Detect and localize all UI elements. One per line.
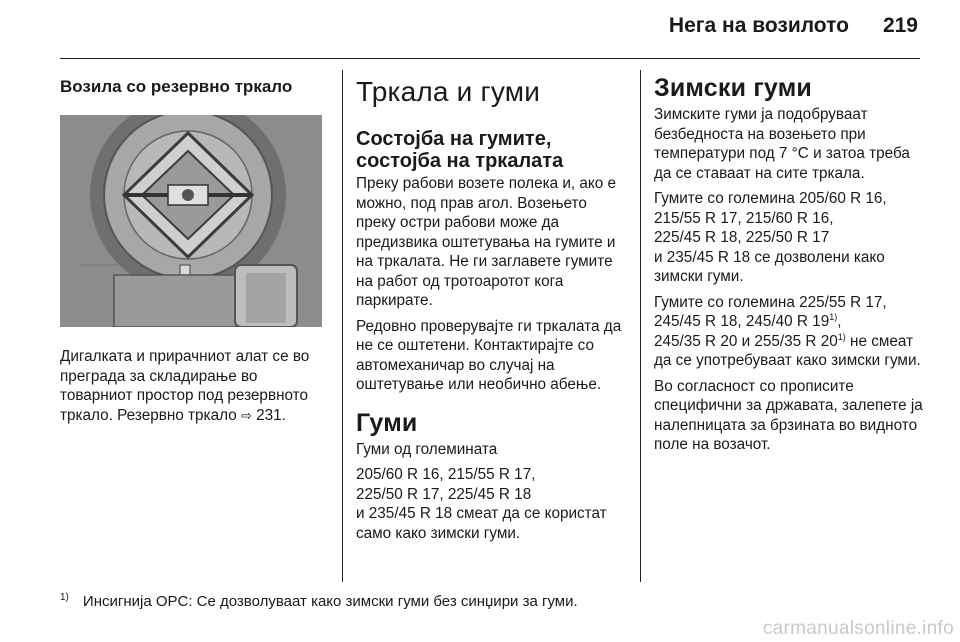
column-spare-wheel — [60, 70, 328, 431]
running-header — [669, 14, 918, 38]
watermark: carmanualsonline.info — [762, 618, 954, 639]
subheading-tyres: Гуми — [356, 408, 418, 437]
section-heading-winter: Зимски гуми — [654, 74, 812, 102]
header-title: Нега на возилото — [668, 14, 849, 37]
paragraph: Во согласност со прописите специфични за државата, залепете ја налепницата за брзината во видното поле на возачот. — [654, 377, 923, 453]
column-divider-1 — [342, 70, 343, 582]
footnote — [60, 592, 578, 610]
jack-illustration — [60, 115, 322, 327]
figure-caption: Дигалката и прирачниот алат се во преграда за складирање во товарниот простор под резервното тркало. Резервно тркало ⇨ 231. — [60, 348, 310, 424]
footnote-ref: 1) — [837, 331, 846, 342]
header-rule — [60, 58, 920, 59]
chapter-title: Тркала и гуми — [356, 76, 541, 107]
paragraph-forbidden-sizes: Гумите со големина 225/55 R 17, 245/45 R 18, 245/40 R 19$^{1)}$, 245/35 R 20 и 255/35 R 20$^{1)}$ не смеат да се употребуваат како зимски гуми. — [654, 293, 921, 369]
column-wheels-tyres — [356, 70, 626, 549]
column-winter-tyres — [654, 70, 930, 461]
subheading-condition: Состојба на гумите, состојба на тркалата — [356, 128, 564, 172]
page-number: 219 — [882, 14, 918, 37]
section-heading: Возила со резервно тркало — [60, 77, 293, 96]
paragraph: Зимските гуми ја подобруваат безбедноста на возењето при температури под 7 °C и затоа треба да се ставаат на сите тркала. — [654, 106, 910, 182]
paragraph-allowed-sizes: Гумите со големина 205/60 R 16, 215/55 R 17, 215/60 R 16, 225/45 R 18, 225/50 R 17 и 235/45 R 18 се дозволени како зимски гуми. — [654, 190, 887, 285]
paragraph: Преку рабови возете полека и, ако е можно, под прав агол. Возењето преку остри рабови може да предизвика оштетувања на гумите и на тркалата. Не ги заглавете гумите на работ од тротоаротот кога паркирате. — [356, 175, 617, 309]
ref-arrow-icon: ⇨ — [240, 407, 252, 423]
paragraph-sizes: 205/60 R 16, 215/55 R 17, 225/50 R 17, 225/45 R 18 и 235/45 R 18 смеат да се користат само како зимски гуми. — [356, 466, 607, 542]
paragraph: Гуми од големината — [356, 440, 498, 458]
jack-in-wheel-drawing — [60, 115, 322, 327]
footnote-mark: 1) — [60, 592, 69, 603]
footnote-text: Инсигнија OPC: Се дозволуваат како зимски гуми без синџири за гуми. — [82, 593, 578, 610]
column-divider-2 — [640, 70, 641, 582]
paragraph: Редовно проверувајте ги тркалата да не се оштетени. Контактирајте со автомеханичар во случај на оштетување или необично абење. — [356, 317, 622, 393]
footnote-ref: 1) — [829, 311, 838, 322]
